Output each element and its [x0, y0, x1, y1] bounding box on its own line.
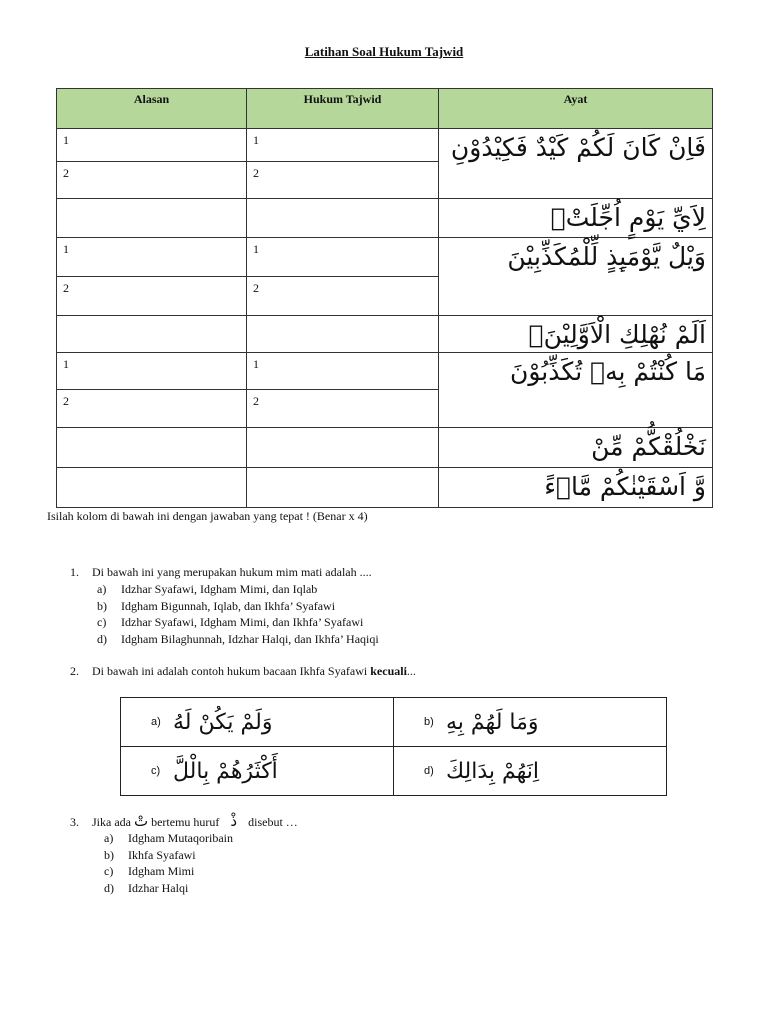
alasan-cell[interactable] [57, 428, 247, 468]
question-ellipsis: ... [406, 664, 416, 678]
ayat-cell: نَخْلُقْكُّمْ مِّنْ [439, 428, 713, 468]
option[interactable] [97, 581, 379, 598]
ayat-cell: مَا كُنْتُمْ بِهٖ تُكَذِّبُوْنَ [439, 353, 713, 428]
instruction-text: Isilah kolom di bawah ini dengan jawaban yang tepat ! (Benar x 4) [47, 509, 368, 523]
option-label: b) [104, 847, 114, 862]
alasan-cell[interactable] [57, 199, 247, 238]
example-a[interactable] [121, 698, 394, 747]
arabic-letter-dzal: ذْ [230, 812, 238, 830]
question-number: 2. [70, 664, 79, 678]
option-text: Idgham Mutaqoribain [128, 831, 233, 845]
question-text: disebut … [248, 815, 298, 829]
option-text: Idzhar Syafawi, Idgham Mimi, dan Ikhfa’ Syafawi [121, 615, 364, 629]
arabic-letter-ta: تْ [133, 812, 149, 830]
alasan-cell[interactable] [57, 316, 247, 353]
example-arabic: وَلَمْ يَكُنْ لَهُ [173, 709, 273, 735]
alasan-cell[interactable]: 2 [57, 162, 247, 199]
question-text: Di bawah ini yang merupakan hukum mim mati adalah .... [92, 565, 372, 579]
alasan-cell[interactable] [57, 468, 247, 508]
question-1-options [97, 581, 379, 647]
header-ayat: Ayat [439, 89, 713, 129]
hukum-cell[interactable] [247, 199, 439, 238]
ayat-cell: وَّ اَسْقَيْنٰكُمْ مَّاۤءً [439, 468, 713, 508]
tajwid-table [56, 88, 713, 508]
option-label: d) [424, 765, 434, 777]
option[interactable] [97, 614, 379, 631]
option-text: Idzhar Syafawi, Idgham Mimi, dan Iqlab [121, 582, 318, 596]
alasan-cell[interactable]: 1 [57, 238, 247, 277]
hukum-cell[interactable] [247, 316, 439, 353]
option[interactable] [104, 847, 233, 864]
table-header-row [57, 89, 713, 129]
option-label: a) [104, 831, 114, 845]
alasan-cell[interactable]: 1 [57, 353, 247, 390]
example-arabic: أَكْثَرُهُمْ بِالْلَّ [173, 758, 278, 784]
question-text: Jika ada [92, 815, 131, 829]
question-3-options [104, 830, 233, 896]
ayat-cell: فَاِنْ كَانَ لَكُمْ كَيْدٌ فَكِيْدُوْنِ [439, 129, 713, 199]
option-label: c) [104, 864, 114, 878]
question-3 [70, 812, 298, 830]
hukum-cell[interactable] [247, 468, 439, 508]
option-text: Idgham Mimi [128, 864, 195, 878]
option[interactable] [104, 830, 233, 847]
option[interactable] [104, 880, 233, 897]
option-text: Ikhfa Syafawi [128, 847, 196, 862]
hukum-cell[interactable]: 1 [247, 129, 439, 162]
question-2 [70, 664, 416, 679]
alasan-cell[interactable]: 2 [57, 277, 247, 316]
ayat-cell: اَلَمْ نُهْلِكِ الْاَوَّلِيْنَۗ [439, 316, 713, 353]
example-arabic: وَمَا لَهُمْ بِهِ [446, 709, 539, 735]
option-text: Idzhar Halqi [128, 880, 189, 895]
option-label: d) [104, 880, 114, 895]
example-d[interactable] [394, 747, 667, 796]
header-alasan: Alasan [57, 89, 247, 129]
page-title: Latihan Soal Hukum Tajwid [304, 44, 464, 59]
hukum-cell[interactable]: 2 [247, 277, 439, 316]
header-hukum-tajwid: Hukum Tajwid [247, 89, 439, 129]
option-label: c) [151, 765, 161, 777]
option-label: a) [97, 582, 107, 596]
example-c[interactable] [121, 747, 394, 796]
hukum-cell[interactable]: 2 [247, 162, 439, 199]
question-number: 3. [70, 815, 79, 829]
example-b[interactable] [394, 698, 667, 747]
option-label: b) [97, 598, 107, 613]
option[interactable] [97, 631, 379, 648]
option-label: c) [97, 615, 107, 629]
ayat-cell: وَيْلٌ يَّوْمَىِٕذٍ لِّلْمُكَذِّبِيْنَ [439, 238, 713, 316]
question-text: bertemu huruf [151, 815, 220, 829]
alasan-cell[interactable]: 1 [57, 129, 247, 162]
question-number: 1. [70, 565, 79, 579]
ayat-cell: لِاَيِّ يَوْمٍ اُجِّلَتْۗ [439, 199, 713, 238]
question-1 [70, 565, 372, 580]
example-arabic: اِنَهُمْ بِدَالِكَ [446, 758, 540, 784]
option-label: b) [424, 716, 434, 728]
option[interactable] [97, 598, 379, 615]
option-label: d) [97, 631, 107, 646]
alasan-cell[interactable]: 2 [57, 390, 247, 428]
hukum-cell[interactable]: 2 [247, 390, 439, 428]
option[interactable] [104, 863, 233, 880]
option-text: Idgham Bigunnah, Iqlab, dan Ikhfa’ Syafawi [121, 598, 336, 613]
question-text: Di bawah ini adalah contoh hukum bacaan Ikhfa Syafawi [92, 664, 371, 678]
hukum-cell[interactable]: 1 [247, 353, 439, 390]
question-2-examples [120, 697, 667, 796]
hukum-cell[interactable]: 1 [247, 238, 439, 277]
option-label: a) [151, 716, 161, 728]
question-emphasis: kecuali [370, 664, 407, 678]
hukum-cell[interactable] [247, 428, 439, 468]
option-text: Idgham Bilaghunnah, Idzhar Halqi, dan Ikhfa’ Haqiqi [121, 631, 379, 646]
